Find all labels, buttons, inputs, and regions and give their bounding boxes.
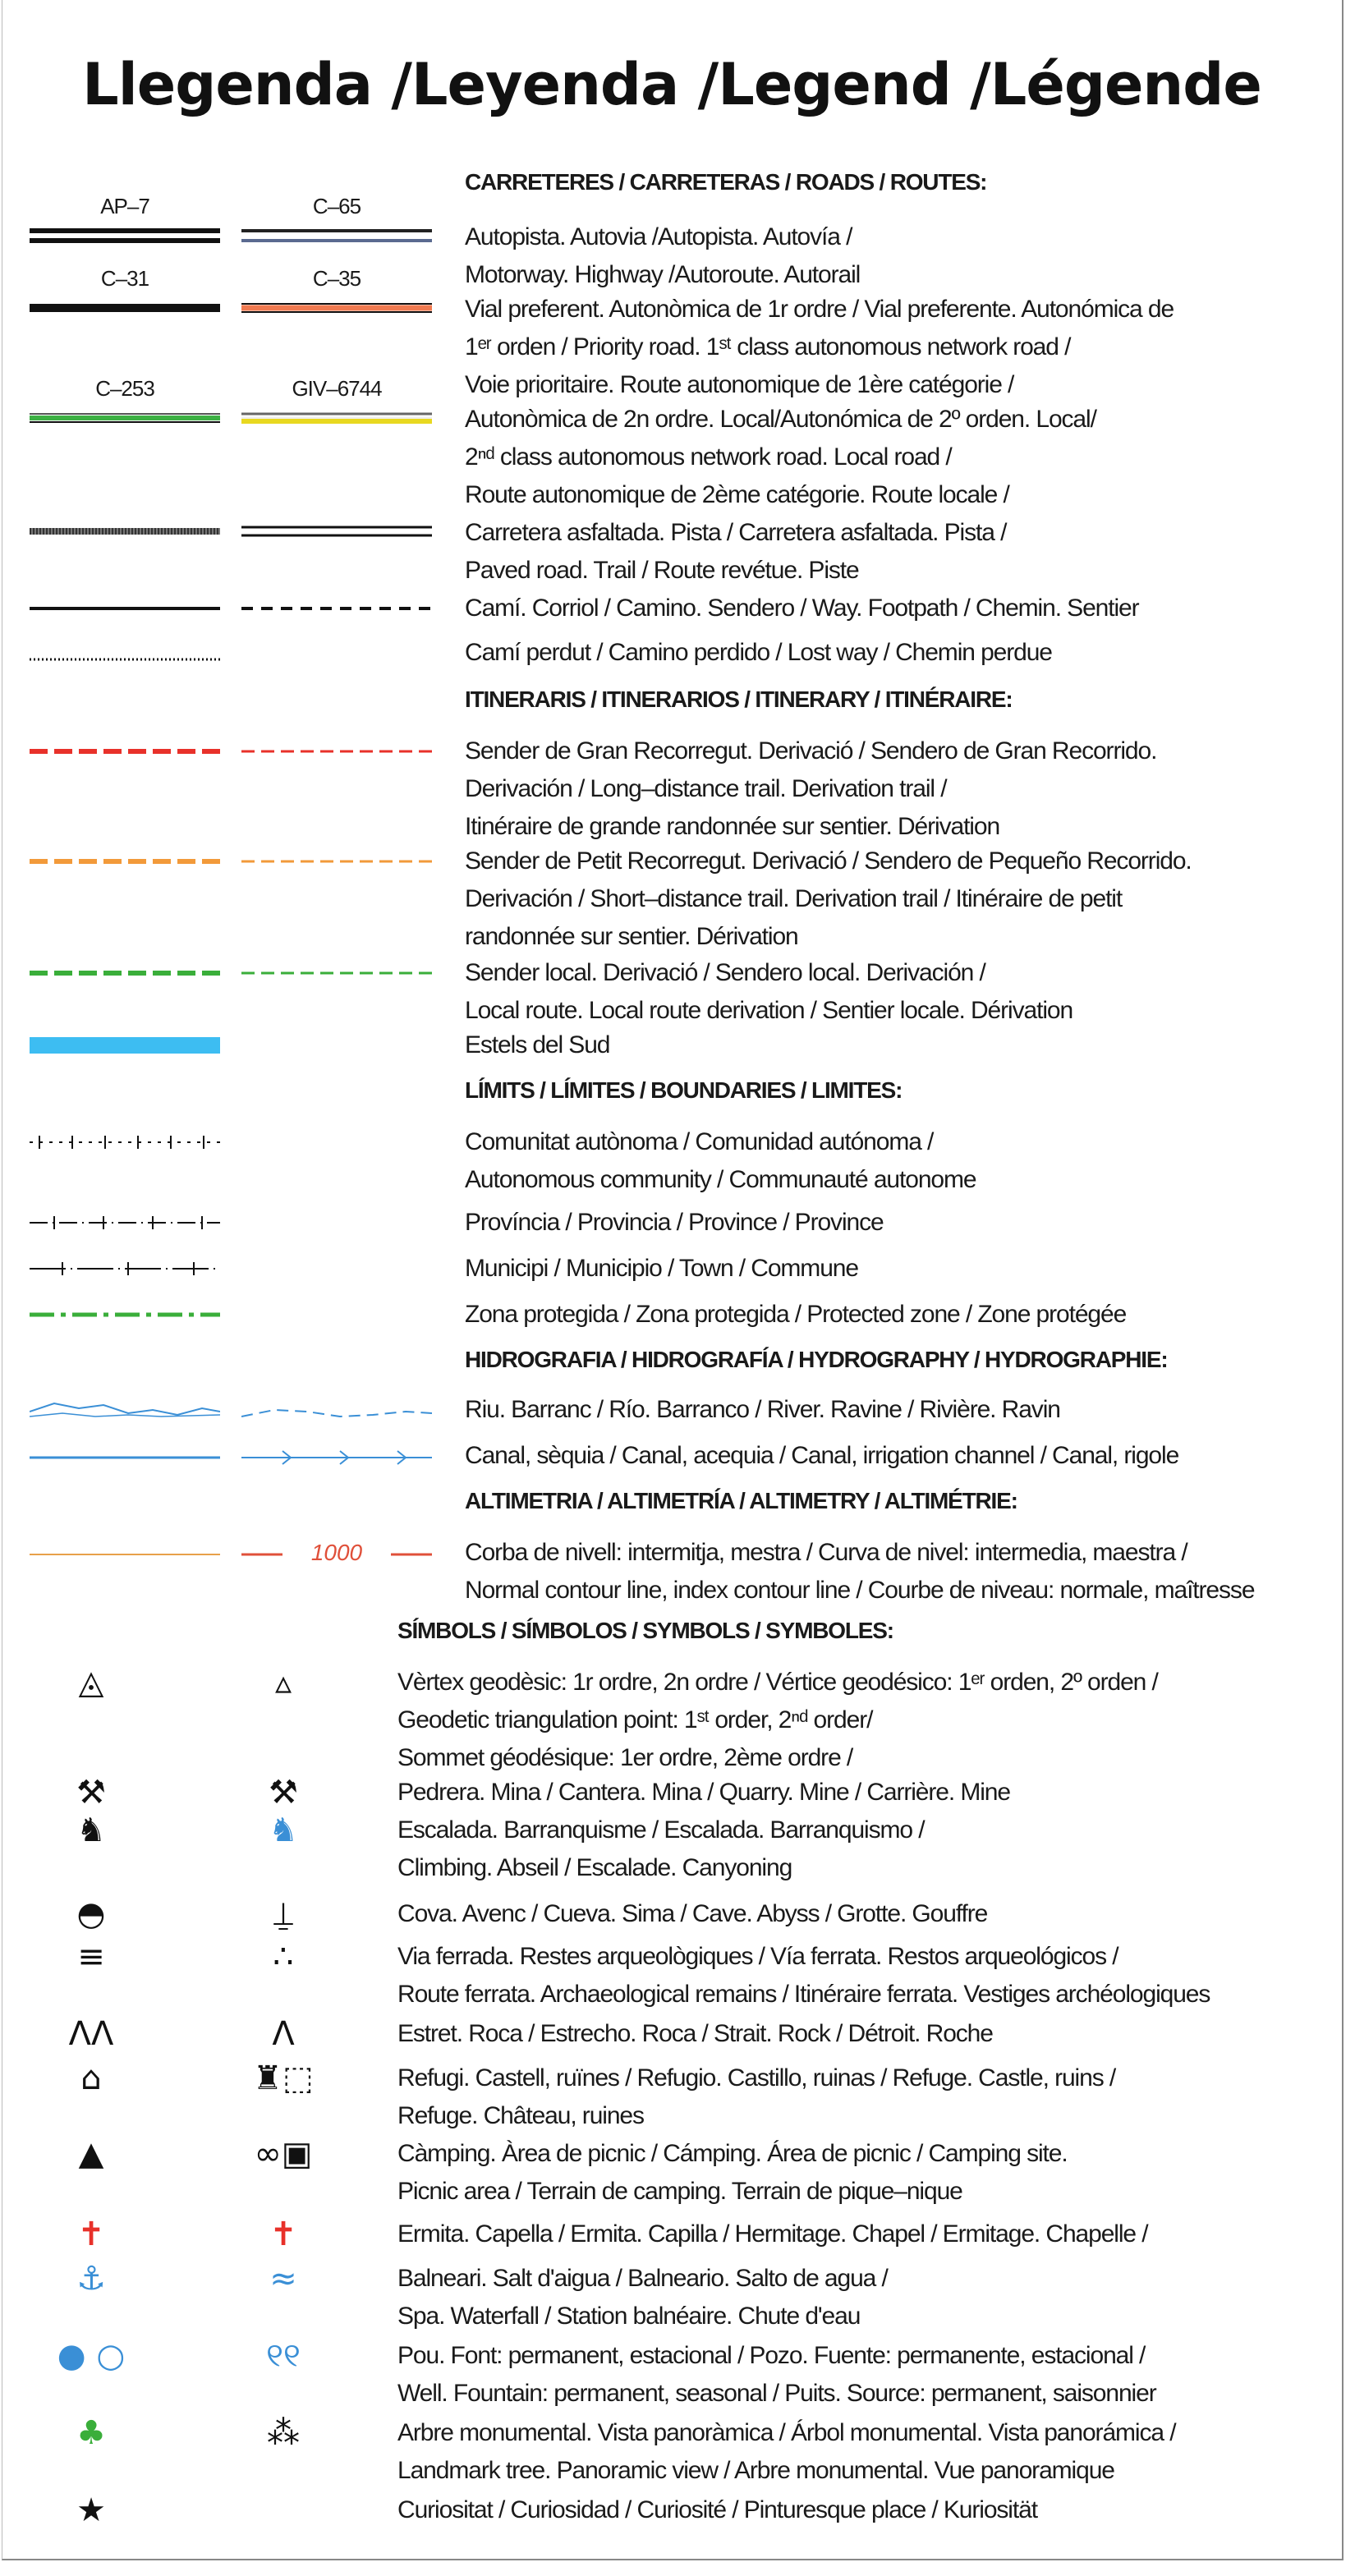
description-line: Pedrera. Mina / Cantera. Mina / Quarry. Mine / Carrière. Mine xyxy=(397,1779,1010,1806)
panoramic-view-icon: ⁂ xyxy=(267,2414,300,2452)
road-number-label: C–35 xyxy=(312,266,361,291)
description-line: Via ferrada. Restes arqueològiques / Vía ferrata. Restos arqueológicos / xyxy=(397,1943,1118,1970)
description-line: Escalada. Barranquisme / Escalada. Barranquismo / xyxy=(397,1816,925,1844)
gr-derivation-line-symbol xyxy=(241,732,432,770)
trail-line-symbol xyxy=(241,514,432,552)
local-road-green-line-symbol xyxy=(30,376,220,439)
description-line: 1ᵉʳ orden / Priority road. 1ˢᵗ class autonomous network road / xyxy=(465,333,1071,360)
legend-description xyxy=(465,590,1139,627)
road-number-label: GIV–6744 xyxy=(292,376,382,401)
legend-description xyxy=(397,2135,1068,2211)
legend-description xyxy=(465,1534,1254,1609)
paved-road-line-symbol xyxy=(30,514,220,552)
legend-description xyxy=(465,514,1006,590)
legend-description xyxy=(465,1296,1126,1334)
description-line: Curiositat / Curiosidad / Curiosité / Pinturesque place / Kuriosität xyxy=(397,2496,1037,2523)
camping-icon: ▲ xyxy=(78,2135,104,2173)
legend-description xyxy=(397,1664,1158,1777)
motorway-line-symbol xyxy=(30,194,220,256)
castle-icon: ♜⬚ xyxy=(253,2059,314,2097)
boundary-province-line-symbol xyxy=(30,1204,220,1242)
footpath-line-symbol xyxy=(241,590,432,627)
priority-road-black-line-symbol xyxy=(30,266,220,328)
boundary-protected-line-symbol xyxy=(30,1296,220,1334)
rock-icon: Λ xyxy=(272,2015,295,2053)
description-line: Pou. Font: permanent, estacional / Pozo. Fuente: permanente, estacional / xyxy=(397,2342,1146,2369)
fountain-icon: ୧୧ xyxy=(266,2337,301,2375)
local-road-yellow-line-symbol xyxy=(241,376,432,439)
legend-description xyxy=(465,1026,609,1064)
description-line: Sommet géodésique: 1er ordre, 2ème ordre / xyxy=(397,1744,853,1771)
legend-description xyxy=(397,2491,1037,2529)
description-line: Landmark tree. Panoramic view / Arbre monumental. Vue panoramique xyxy=(397,2457,1114,2484)
description-line: randonnée sur sentier. Dérivation xyxy=(465,923,798,950)
gr-trail-line-symbol xyxy=(30,732,220,770)
highway-line-symbol xyxy=(241,194,432,256)
legend-description xyxy=(465,1123,976,1199)
description-line: Autonomous community / Communauté autonome xyxy=(465,1166,976,1193)
description-line: Riu. Barranc / Río. Barranco / River. Ravine / Rivière. Ravin xyxy=(465,1396,1060,1423)
section-header: LÍMITS / LÍMITES / BOUNDARIES / LIMITES: xyxy=(465,1077,903,1103)
section-header: ALTIMETRIA / ALTIMETRÍA / ALTIMETRY / ALTIMÉTRIE: xyxy=(465,1488,1017,1513)
description-line: Route autonomique de 2ème catégorie. Route locale / xyxy=(465,481,1009,508)
archaeological-icon: ∴ xyxy=(273,1938,294,1976)
legend-description xyxy=(465,1437,1178,1475)
legend-description xyxy=(465,634,1052,672)
road-number-label: C–253 xyxy=(95,376,154,401)
description-line: Sender local. Derivació / Sendero local. Derivación / xyxy=(465,959,985,986)
mine-icon: ⚒ xyxy=(269,1774,298,1811)
waterfall-icon: ≈ xyxy=(269,2260,297,2298)
description-line: Municipi / Municipio / Town / Commune xyxy=(465,1255,858,1282)
hermitage-icon: ✝ xyxy=(77,2216,105,2253)
description-line: Balneari. Salt d'aigua / Balneario. Salto de agua / xyxy=(397,2265,888,2292)
legend-title: Llegenda /Leyenda /Legend /Légende xyxy=(82,51,1261,118)
description-line: Estels del Sud xyxy=(465,1031,610,1058)
legend-description xyxy=(465,1204,884,1242)
legend-description xyxy=(397,2414,1175,2490)
geodetic-2nd-icon: ▵ xyxy=(274,1664,292,1701)
description-line: Itinéraire de grande randonnée sur sentier. Dérivation xyxy=(465,813,1000,840)
description-line: Estret. Roca / Estrecho. Roca / Strait. Rock / Détroit. Roche xyxy=(397,2020,993,2047)
irrigation-channel-line-symbol xyxy=(241,1437,432,1475)
abyss-icon: ⍊ xyxy=(273,1895,293,1933)
description-line: Arbre monumental. Vista panoràmica / Árbol monumental. Vista panorámica / xyxy=(397,2419,1176,2446)
road-number-label: C–65 xyxy=(312,194,361,218)
section-header: ITINERARIS / ITINERARIOS / ITINERARY / ITINÉRAIRE: xyxy=(465,686,1013,712)
river-line-symbol xyxy=(30,1391,220,1429)
legend-description xyxy=(397,2337,1156,2413)
boundary-community-line-symbol xyxy=(30,1123,220,1161)
index-contour-line-symbol xyxy=(241,1534,432,1572)
legend-description xyxy=(397,2216,1147,2253)
description-line: Geodetic triangulation point: 1ˢᵗ order, 2ⁿᵈ order/ xyxy=(397,1706,873,1733)
legend-description xyxy=(465,732,1156,846)
description-line: Camí perdut / Camino perdido / Lost way / Chemin perdue xyxy=(465,639,1052,666)
contour-line-symbol xyxy=(30,1534,220,1572)
description-line: Motorway. Highway /Autoroute. Autorail xyxy=(465,261,861,288)
description-line: Normal contour line, index contour line / Courbe de niveau: normale, maîtresse xyxy=(465,1577,1255,1604)
legend-description xyxy=(465,843,1192,956)
description-line: Sender de Gran Recorregut. Derivació / Sendero de Gran Recorrido. xyxy=(465,737,1157,765)
legend-description xyxy=(465,954,1073,1030)
landmark-tree-icon: ♣ xyxy=(76,2414,106,2452)
description-line: Sender de Petit Recorregut. Derivació / Sendero de Pequeño Recorrido. xyxy=(465,847,1192,875)
legend-description xyxy=(465,401,1096,514)
road-number-label: C–31 xyxy=(100,266,149,291)
description-line: Local route. Local route derivation / Sentier locale. Dérivation xyxy=(465,997,1073,1024)
pr-derivation-line-symbol xyxy=(241,843,432,880)
strait-icon: ΛΛ xyxy=(68,2015,114,2053)
legend-description xyxy=(397,1938,1210,2014)
pr-trail-line-symbol xyxy=(30,843,220,880)
chapel-icon: ✝ xyxy=(269,2216,297,2253)
section-header: CARRETERES / CARRETERAS / ROADS / ROUTES: xyxy=(465,169,987,195)
description-line: Província / Provincia / Province / Province xyxy=(465,1209,884,1236)
description-line: Refugi. Castell, ruïnes / Refugio. Castillo, ruinas / Refuge. Castle, ruins / xyxy=(397,2064,1116,2092)
description-line: Derivación / Long–distance trail. Derivation trail / xyxy=(465,775,947,802)
priority-road-orange-line-symbol xyxy=(241,266,432,328)
section-header: HIDROGRAFIA / HIDROGRAFÍA / HYDROGRAPHY / HYDROGRAPHIE: xyxy=(465,1347,1168,1372)
description-line: Derivación / Short–distance trail. Derivation trail / Itinéraire de petit xyxy=(465,885,1123,912)
description-line: Camí. Corriol / Camino. Sendero / Way. Footpath / Chemin. Sentier xyxy=(465,595,1139,622)
description-line: Autopista. Autovia /Autopista. Autovía / xyxy=(465,223,852,250)
curiosity-icon: ★ xyxy=(76,2491,106,2529)
description-line: Vèrtex geodèsic: 1r ordre, 2n ordre / Vértice geodésico: 1ᵉʳ orden, 2º orden / xyxy=(397,1669,1158,1696)
well-icon: ● ○ xyxy=(57,2337,126,2375)
refuge-icon: ⌂ xyxy=(80,2059,102,2097)
description-line: Refuge. Château, ruines xyxy=(397,2102,644,2129)
picnic-icon: ∞▣ xyxy=(254,2135,313,2173)
description-line: Voie prioritaire. Route autonomique de 1ère catégorie / xyxy=(465,371,1014,398)
via-ferrata-icon: ≡ xyxy=(77,1938,105,1976)
quarry-icon: ⚒ xyxy=(76,1774,106,1811)
description-line: Canal, sèquia / Canal, acequia / Canal, irrigation channel / Canal, rigole xyxy=(465,1442,1179,1469)
description-line: Picnic area / Terrain de camping. Terrain de pique–nique xyxy=(397,2178,962,2205)
description-line: Zona protegida / Zona protegida / Protected zone / Zone protégée xyxy=(465,1301,1127,1328)
cave-icon: ◓ xyxy=(76,1895,106,1933)
geodetic-1st-icon: ◬ xyxy=(78,1664,104,1701)
local-trail-line-symbol xyxy=(30,954,220,992)
canal-line-symbol xyxy=(30,1437,220,1475)
legend-description xyxy=(397,2015,993,2053)
section-header: SÍMBOLS / SÍMBOLOS / SYMBOLS / SYMBOLES: xyxy=(397,1618,893,1643)
legend-description xyxy=(465,1250,858,1288)
legend-description xyxy=(397,2260,888,2335)
legend-description xyxy=(397,1774,1010,1811)
description-line: Vial preferent. Autonòmica de 1r ordre / Vial preferente. Autonómica de xyxy=(465,296,1174,323)
lost-way-line-symbol xyxy=(30,634,220,672)
description-line: Corba de nivell: intermitja, mestra / Curva de nivel: intermedia, maestra / xyxy=(465,1539,1187,1566)
description-line: Cova. Avenc / Cueva. Sima / Cave. Abyss / Grotte. Gouffre xyxy=(397,1900,988,1927)
description-line: Ermita. Capella / Ermita. Capilla / Hermitage. Chapel / Ermitage. Chapelle / xyxy=(397,2220,1148,2248)
abseil-icon: ♞ xyxy=(269,1811,298,1849)
boundary-town-line-symbol xyxy=(30,1250,220,1288)
local-derivation-line-symbol xyxy=(241,954,432,992)
estels-bar-line-symbol xyxy=(30,1026,220,1064)
legend-description xyxy=(397,1811,924,1887)
description-line: Càmping. Àrea de picnic / Cámping. Área de picnic / Camping site. xyxy=(397,2140,1068,2167)
description-line: Route ferrata. Archaeological remains / Itinéraire ferrata. Vestiges archéologiques xyxy=(397,1981,1210,2008)
description-line: Well. Fountain: permanent, seasonal / Puits. Source: permanent, saisonnier xyxy=(397,2380,1156,2407)
description-line: Climbing. Abseil / Escalade. Canyoning xyxy=(397,1854,792,1881)
road-number-label: 1000 xyxy=(310,1540,363,1565)
legend-description xyxy=(465,1391,1060,1429)
climbing-icon: ♞ xyxy=(76,1811,106,1849)
road-number-label: AP–7 xyxy=(100,194,149,218)
description-line: 2ⁿᵈ class autonomous network road. Local road / xyxy=(465,443,952,471)
legend-description xyxy=(397,1895,987,1933)
description-line: Autonòmica de 2n ordre. Local/Autonómica de 2º orden. Local/ xyxy=(465,406,1096,433)
way-line-symbol xyxy=(30,590,220,627)
legend-description xyxy=(465,218,860,294)
description-line: Carretera asfaltada. Pista / Carretera asfaltada. Pista / xyxy=(465,519,1007,546)
ravine-line-symbol xyxy=(241,1391,432,1429)
description-line: Paved road. Trail / Route revétue. Piste xyxy=(465,557,859,584)
description-line: Comunitat autònoma / Comunidad autónoma / xyxy=(465,1128,934,1155)
description-line: Spa. Waterfall / Station balnéaire. Chute d'eau xyxy=(397,2303,861,2330)
legend-description xyxy=(397,2059,1115,2135)
legend-description xyxy=(465,291,1174,404)
spa-icon: ⚓ xyxy=(76,2260,106,2298)
